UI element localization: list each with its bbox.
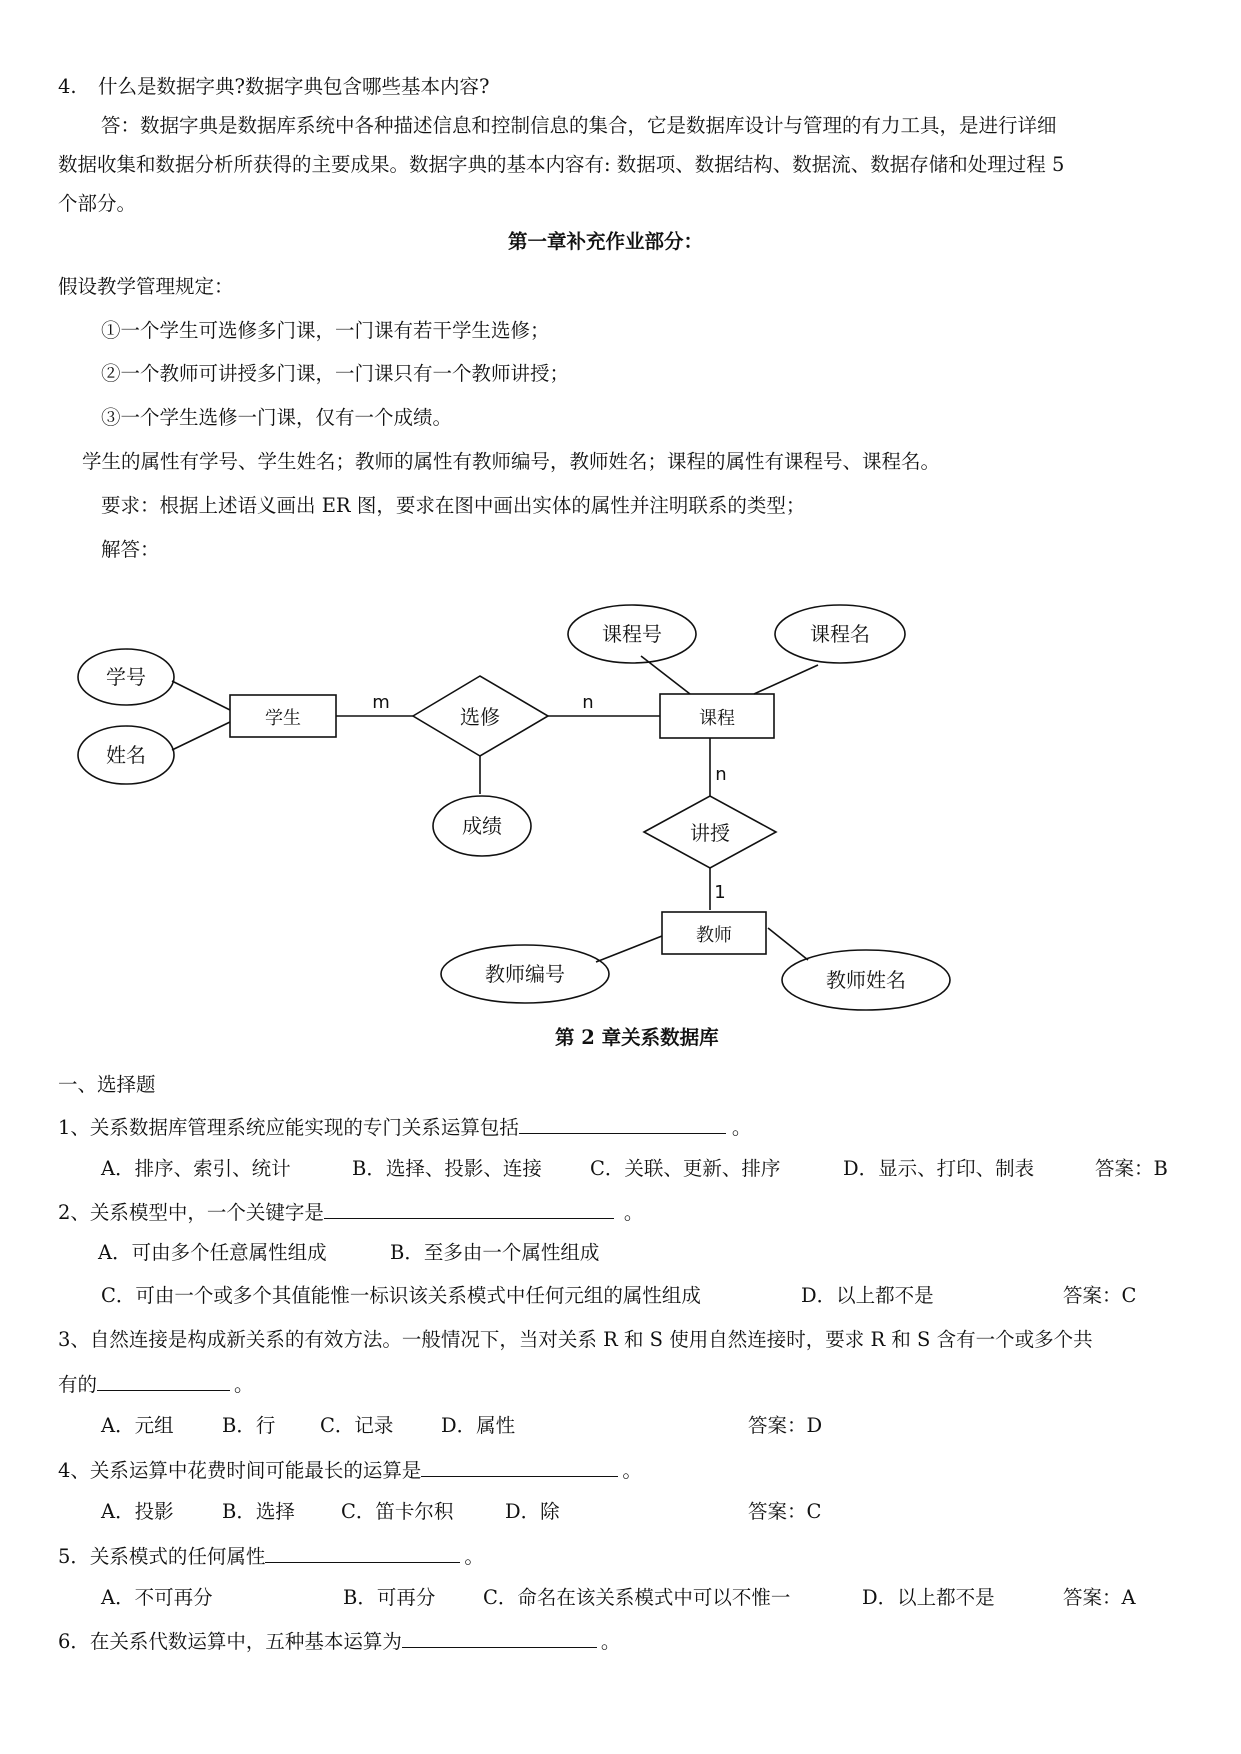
ch2-q2-option-b: B．至多由一个属性组成 [390, 1241, 600, 1264]
relationship-elective-label: 选修 [460, 705, 500, 729]
ch2-q4-option-d: D．除 [505, 1500, 560, 1523]
q4-answer-line3: 个部分。 [58, 192, 137, 215]
q4-question: 什么是数据字典?数据字典包含哪些基本内容? [98, 75, 490, 98]
rule-2: ②一个教师可讲授多门课，一门课只有一个教师讲授； [101, 362, 570, 385]
chapter2-heading: 第 2 章关系数据库 [555, 1026, 719, 1049]
ch2-q5-blank [265, 1542, 460, 1563]
ch2-q4-option-c: C．笛卡尔积 [341, 1500, 454, 1523]
ch2-q1-answer: 答案：B [1095, 1157, 1168, 1180]
ch2-q5-option-c: C．命名在该关系模式中可以不惟一 [483, 1586, 791, 1609]
ch2-q3-option-c: C．记录 [320, 1414, 394, 1437]
cardinality-elective-course: n [582, 692, 594, 713]
attribute-courseno-label: 课程号 [602, 622, 662, 646]
edge-studentname-student [172, 722, 230, 750]
ch2-q5-answer: 答案：A [1063, 1586, 1136, 1609]
ch2-q5-end: 。 [464, 1545, 484, 1568]
ch2-q3-option-b: B．行 [222, 1414, 276, 1437]
edge-teachername-teacher [768, 928, 808, 960]
ch2-q5-stem-text: 5．关系模式的任何属性 [58, 1545, 266, 1568]
ch2-q4-stem-text: 4、关系运算中花费时间可能最长的运算是 [58, 1459, 422, 1482]
ch2-q1-end: 。 [731, 1116, 752, 1139]
attribute-teacherno-label: 教师编号 [485, 962, 565, 986]
q4-number: 4. [58, 75, 77, 98]
ch2-q5-option-b: B．可再分 [343, 1586, 436, 1609]
edge-coursename-course [754, 665, 818, 694]
attribute-coursename-label: 课程名 [810, 622, 870, 646]
supplement-intro: 假设教学管理规定： [58, 275, 234, 298]
section-title: 一、选择题 [58, 1073, 156, 1096]
ch2-q4-option-b: B．选择 [222, 1500, 295, 1523]
ch2-q3-stem: 3、自然连接是构成新关系的有效方法。一般情况下，当对关系 R 和 S 使用自然连接时，要求 R 和 S 含有一个或多个共 [58, 1328, 1093, 1351]
ch2-q4-end: 。 [622, 1459, 642, 1482]
attribute-studentname-label: 姓名 [106, 743, 146, 767]
answer-label: 解答： [101, 538, 160, 561]
cardinality-course-teach: n [715, 764, 727, 785]
ch2-q6-blank [402, 1627, 597, 1648]
relationship-teach-label: 讲授 [690, 821, 730, 845]
ch2-q5-stem [58, 1542, 484, 1570]
ch2-q3-answer: 答案：D [748, 1414, 823, 1437]
attributes-text: 学生的属性有学号、学生姓名；教师的属性有教师编号，教师姓名；课程的属性有课程号、课程名。 [82, 450, 941, 473]
ch2-q2-answer: 答案：C [1063, 1284, 1137, 1307]
ch2-q1-option-a: A．排序、索引、统计 [101, 1157, 291, 1180]
requirement-text: 要求：根据上述语义画出 ER 图，要求在图中画出实体的属性并注明联系的类型； [101, 494, 806, 517]
rule-3: ③一个学生选修一门课，仅有一个成绩。 [101, 406, 453, 429]
attribute-teachername-label: 教师姓名 [826, 968, 906, 992]
ch2-q6-stem-text: 6．在关系代数运算中，五种基本运算为 [58, 1630, 402, 1653]
q4-answer-line1: 答：数据字典是数据库系统中各种描述信息和控制信息的集合，它是数据库设计与管理的有力工具，是进行详细 [101, 114, 1057, 137]
ch2-q5-option-a: A．不可再分 [101, 1586, 213, 1609]
ch2-q1-stem [58, 1113, 751, 1141]
ch2-q2-stem [58, 1198, 643, 1226]
cardinality-student-elective: m [372, 692, 390, 713]
edge-teacherno-teacher [596, 936, 662, 962]
ch2-q2-option-d: D．以上都不是 [801, 1284, 934, 1307]
ch2-q1-option-d: D．显示、打印、制表 [843, 1157, 1035, 1180]
ch2-q3-option-a: A．元组 [101, 1414, 174, 1437]
ch2-q5-option-d: D．以上都不是 [862, 1586, 995, 1609]
entity-student-label: 学生 [265, 708, 301, 729]
attribute-studentno-label: 学号 [106, 665, 146, 689]
ch2-q2-blank [324, 1198, 614, 1219]
ch2-q2-end: 。 [623, 1201, 644, 1224]
ch2-q4-stem [58, 1456, 642, 1484]
ch2-q6-end: 。 [600, 1630, 621, 1653]
ch2-q3-blank [97, 1370, 230, 1391]
ch2-q4-blank [421, 1456, 618, 1477]
ch2-q1-blank [519, 1113, 726, 1134]
ch2-q3-stem2-text: 有的 [58, 1373, 98, 1396]
ch2-q6-stem [58, 1627, 620, 1655]
ch2-q1-stem-text: 1、关系数据库管理系统应能实现的专门关系运算包括 [58, 1116, 519, 1139]
ch2-q2-option-c: C．可由一个或多个其值能惟一标识该关系模式中任何元组的属性组成 [101, 1284, 701, 1307]
entity-teacher-label: 教师 [696, 925, 732, 946]
ch2-q4-answer: 答案：C [748, 1500, 822, 1523]
ch2-q3-end: 。 [234, 1373, 254, 1396]
ch2-q2-option-a: A．可由多个任意属性组成 [98, 1241, 327, 1264]
entity-course-label: 课程 [699, 708, 735, 729]
edge-studentno-student [172, 681, 230, 710]
ch2-q3-option-d: D．属性 [441, 1414, 516, 1437]
ch2-q2-stem-text: 2、关系模型中，一个关键字是 [58, 1201, 324, 1224]
ch2-q4-option-a: A．投影 [101, 1500, 174, 1523]
ch2-q1-option-c: C．关联、更新、排序 [590, 1157, 781, 1180]
ch2-q3-stem2 [58, 1370, 254, 1398]
ch2-q1-option-b: B．选择、投影、连接 [352, 1157, 542, 1180]
rule-1: ①一个学生可选修多门课，一门课有若干学生选修； [101, 319, 550, 342]
supplement-heading: 第一章补充作业部分： [508, 230, 704, 253]
q4-answer-line2: 数据收集和数据分析所获得的主要成果。数据字典的基本内容有: 数据项、数据结构、数据流、数据存储和处理过程 5 [58, 153, 1065, 176]
attribute-grade-label: 成绩 [462, 814, 502, 838]
cardinality-teach-teacher: 1 [714, 882, 726, 903]
